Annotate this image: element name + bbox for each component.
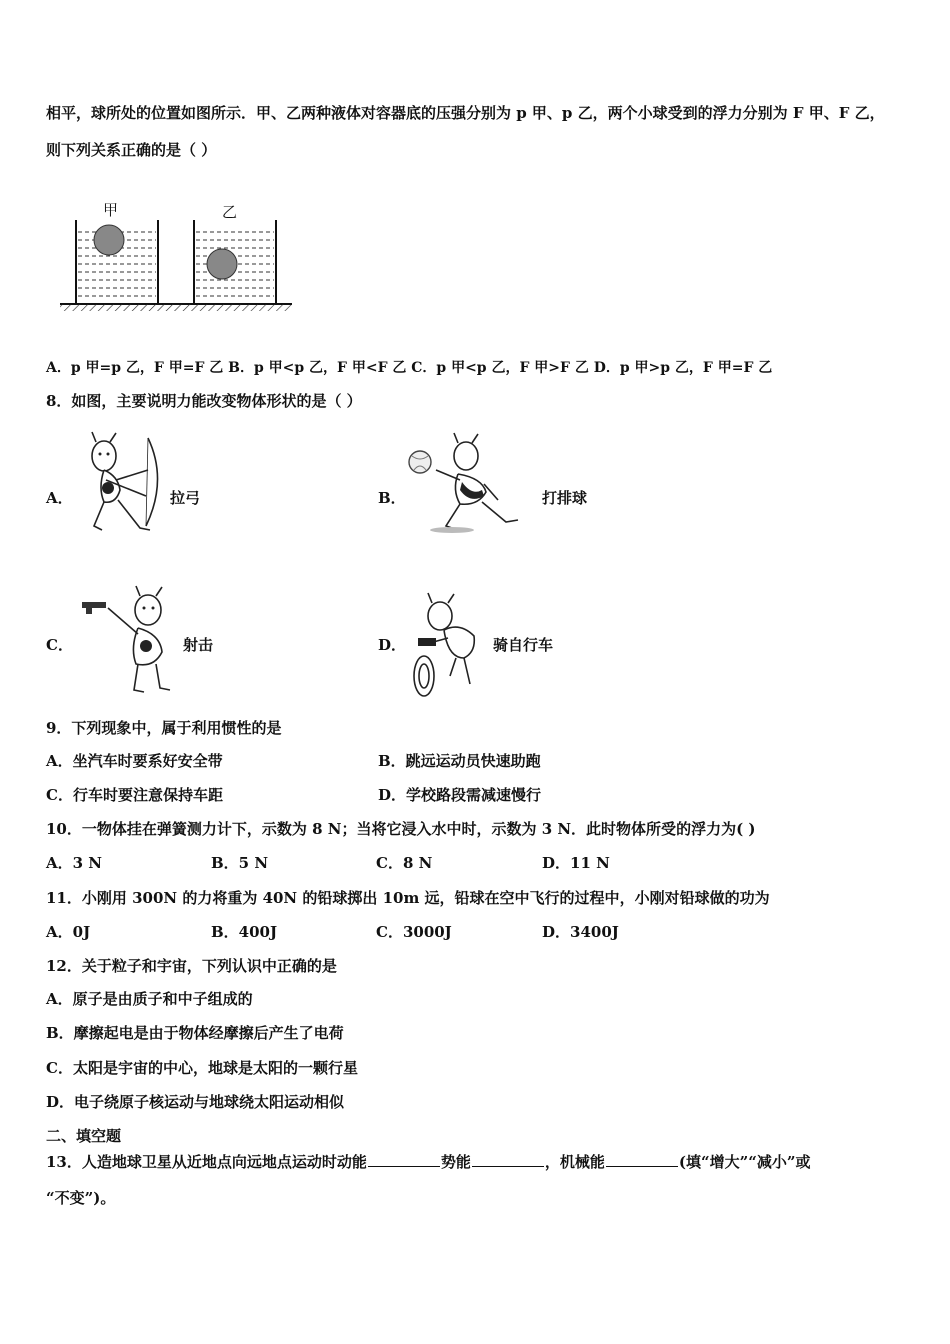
- q8-option-c-letter: C．: [46, 636, 73, 654]
- q8-option-b-caption: 打排球: [542, 489, 588, 507]
- q11-option-d: D．3400J: [542, 923, 619, 941]
- q8-option-a-caption: 拉弓: [170, 489, 201, 507]
- q13-blank-3[interactable]: [606, 1152, 678, 1167]
- q13-blank-2[interactable]: [472, 1152, 544, 1167]
- q9-option-a: A．坐汽车时要系好安全带: [46, 752, 223, 770]
- container-label-yi: 乙: [222, 203, 238, 221]
- q9-stem: 9．下列现象中，属于利用惯性的是: [46, 719, 282, 737]
- q9-option-b: B．跳远运动员快速助跑: [378, 752, 541, 770]
- q11-option-b: B．400J: [211, 923, 278, 941]
- q7-options: A．p 甲=p 乙，F 甲=F 乙 B．p 甲<p 乙，F 甲<F 乙 C．p 甲<p 乙，F 甲>F 乙 D．p 甲>p 乙，F 甲=F 乙: [46, 360, 773, 376]
- q8-option-a-letter: A．: [46, 489, 73, 507]
- q12-stem: 12．关于粒子和宇宙，下列认识中正确的是: [46, 957, 337, 975]
- q13-blank-1[interactable]: [368, 1152, 440, 1167]
- q7-text-line1: 相平，球所处的位置如图所示．甲、乙两种液体对容器底的压强分别为 p 甲、p 乙，两个小球受到的浮力分别为 F 甲、F 乙，: [46, 104, 885, 122]
- container-yi: [194, 220, 276, 304]
- q10-option-a: A．3 N: [46, 854, 103, 872]
- shooter-goat-figure: [78, 584, 178, 696]
- q9-option-c: C．行车时要注意保持车距: [46, 786, 223, 804]
- q12-option-a: A．原子是由质子和中子组成的: [46, 990, 253, 1008]
- q10-option-b: B．5 N: [211, 854, 269, 872]
- q13-text-part2: 势能: [440, 1153, 471, 1171]
- q11-option-c: C．3000J: [376, 923, 452, 941]
- q11-option-a: A．0J: [46, 923, 91, 941]
- q10-option-d: D．11 N: [542, 854, 610, 872]
- two-containers-figure: [58, 198, 294, 314]
- cyclist-goat-figure: [404, 588, 488, 700]
- q7-text-line2: 则下列关系正确的是（ ）: [46, 141, 217, 159]
- q13-line2: “不变”)。: [46, 1189, 116, 1207]
- q12-option-d: D．电子绕原子核运动与地球绕太阳运动相似: [46, 1093, 345, 1111]
- archer-goat-figure: [76, 430, 168, 540]
- q9-option-d: D．学校路段需减速慢行: [378, 786, 542, 804]
- q13-text-part4: (填“增大”“减小”或: [678, 1153, 811, 1171]
- q12-option-c: C．太阳是宇宙的中心，地球是太阳的一颗行星: [46, 1059, 358, 1077]
- q13-text-part1: 13．人造地球卫星从近地点向远地点运动时动能: [46, 1153, 367, 1171]
- q8-stem: 8．如图，主要说明力能改变物体形状的是（ ）: [46, 392, 362, 410]
- container-jia: [76, 220, 158, 304]
- container-label-jia: 甲: [103, 201, 119, 219]
- q8-option-c-caption: 射击: [183, 636, 214, 654]
- q8-option-d-letter: D．: [378, 636, 407, 654]
- q10-stem: 10．一物体挂在弹簧测力计下，示数为 8 N；当将它浸入水中时，示数为 3 N．此时物体所受的浮力为( ): [46, 820, 756, 838]
- q13-line1: [46, 1152, 811, 1172]
- q13-text-part3: ，机械能: [544, 1153, 605, 1171]
- q12-option-b: B．摩擦起电是由于物体经摩擦后产生了电荷: [46, 1024, 344, 1042]
- q8-option-d-caption: 骑自行车: [493, 636, 554, 654]
- volleyball-goat-figure: [402, 430, 532, 538]
- q10-option-c: C．8 N: [376, 854, 433, 872]
- q11-stem: 11．小刚用 300N 的力将重为 40N 的铅球掷出 10m 远，铅球在空中飞行的过程中，小刚对铅球做的功为: [46, 889, 770, 907]
- section-heading-fill-in: 二、填空题: [46, 1127, 122, 1145]
- q8-option-b-letter: B．: [378, 489, 406, 507]
